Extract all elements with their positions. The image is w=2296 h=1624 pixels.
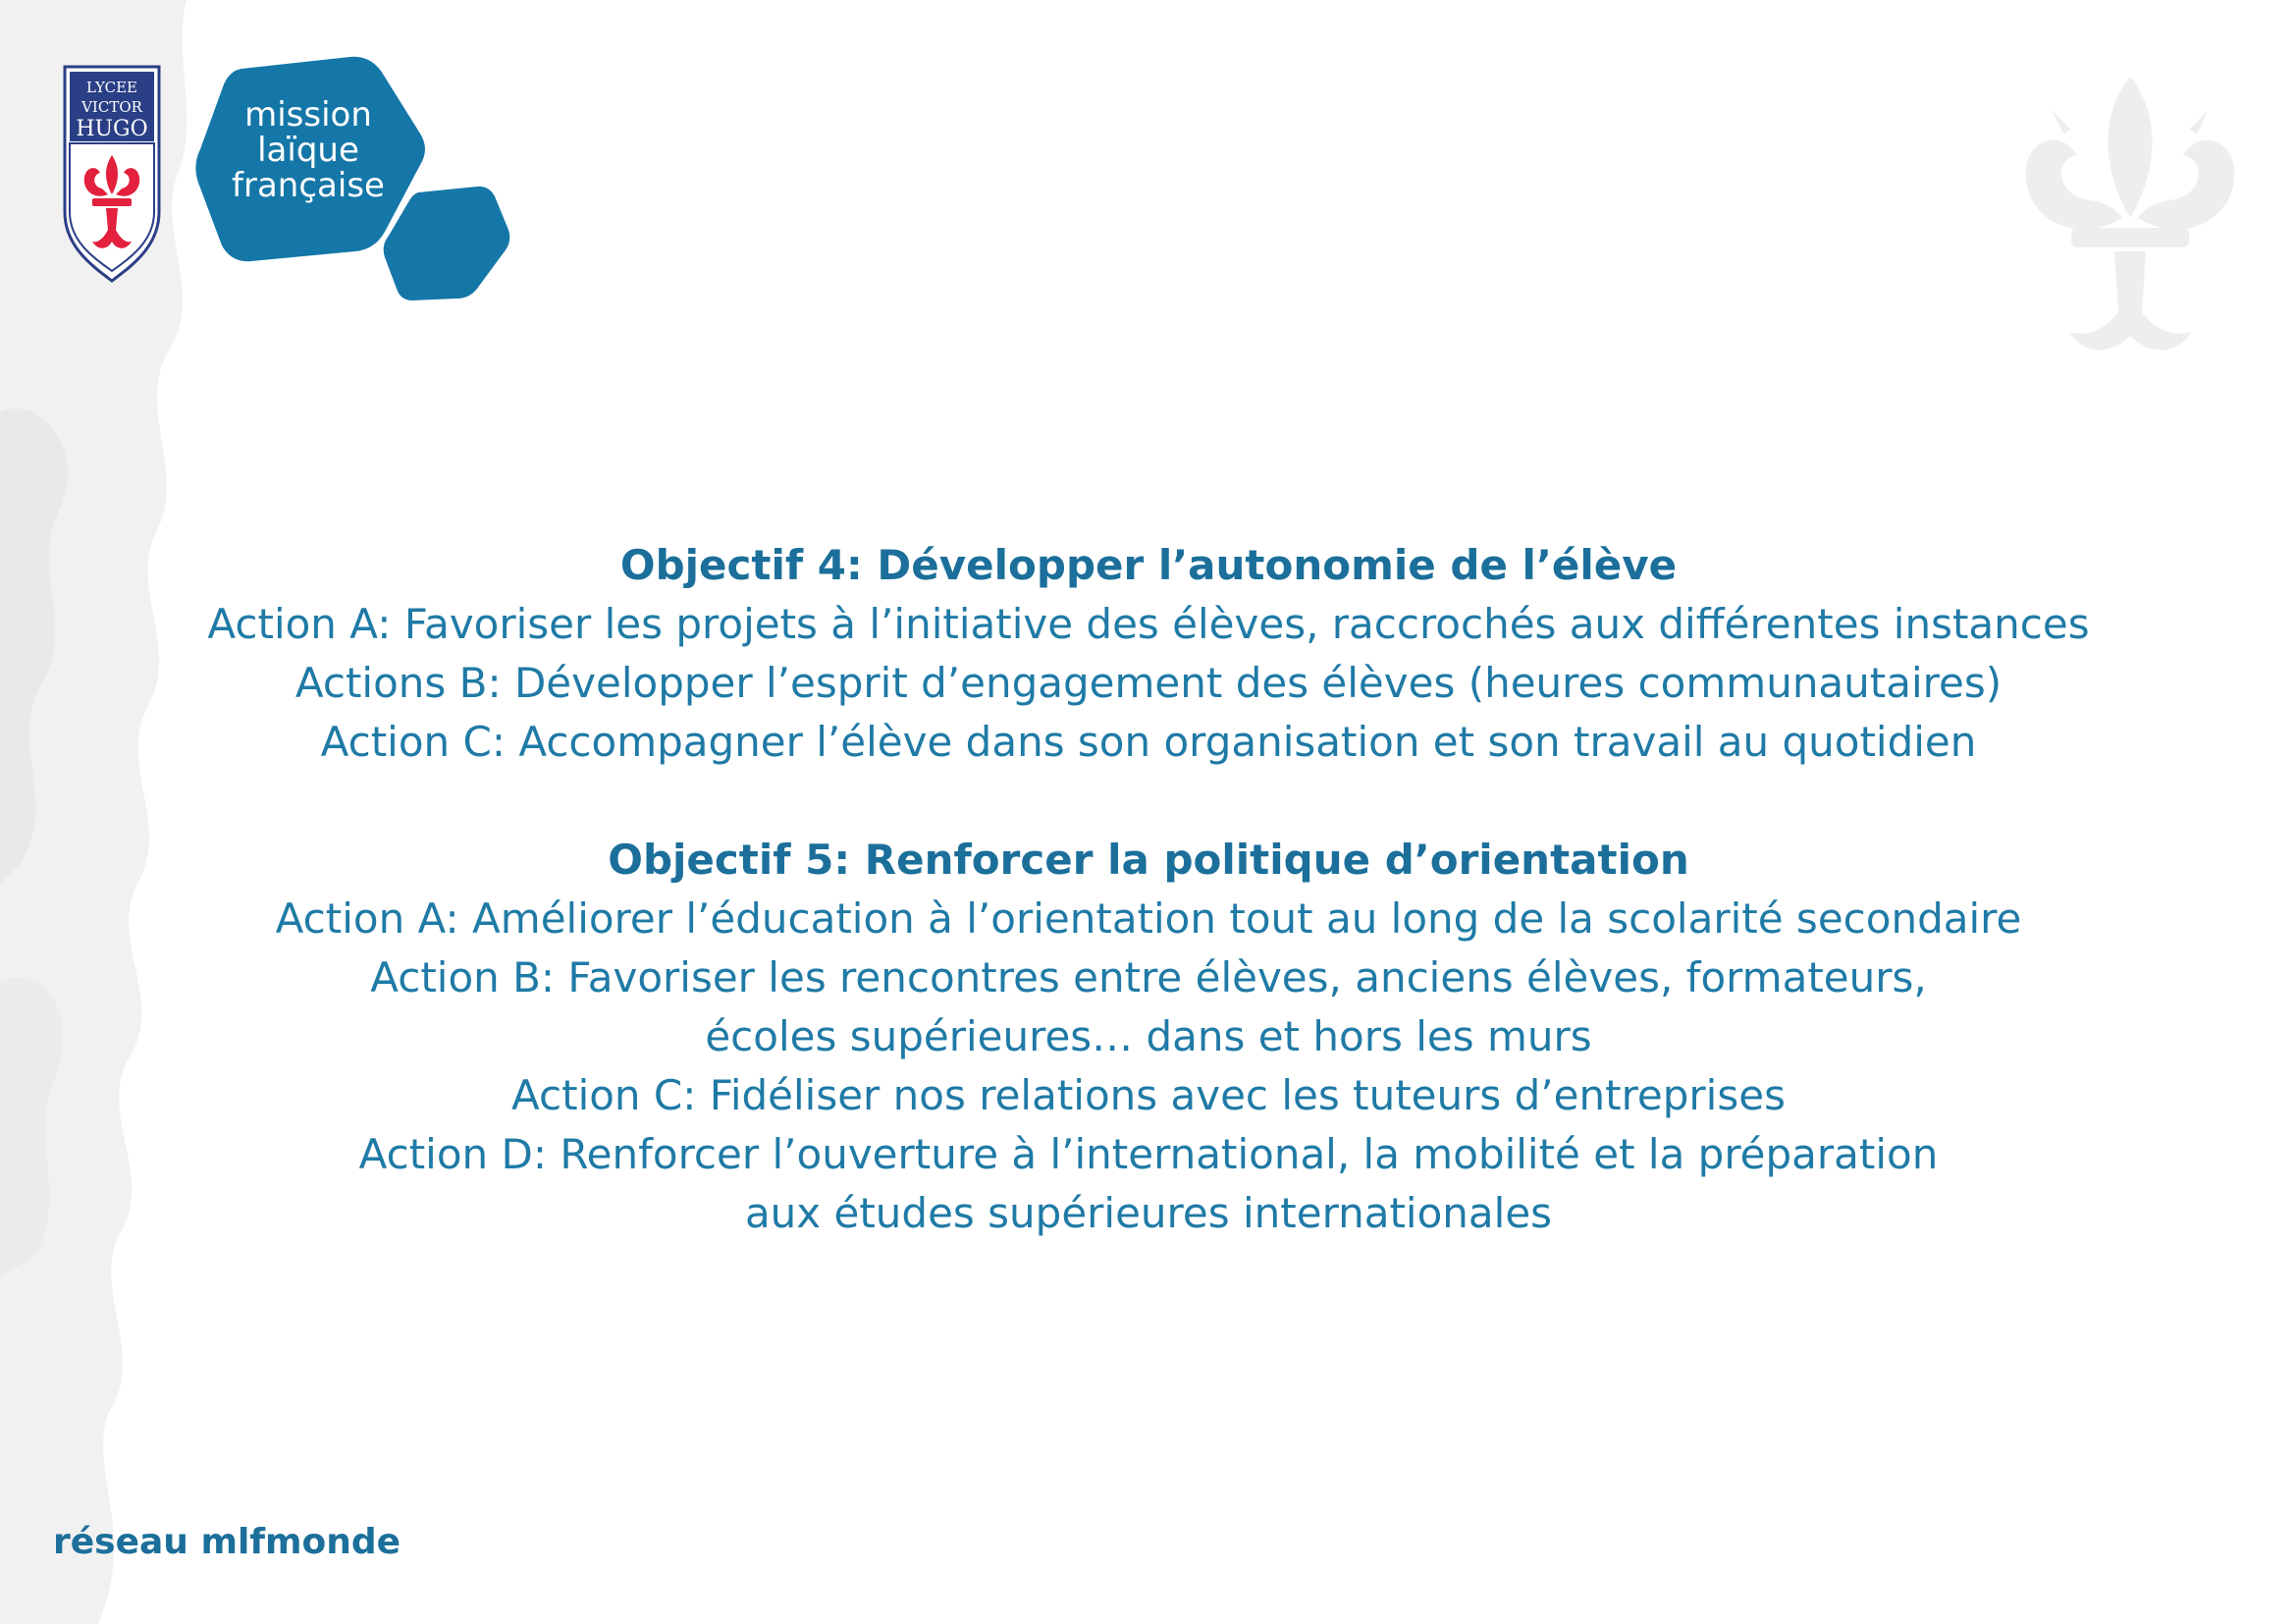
objective-5-action-d-continued: aux études supérieures internationales [744, 1189, 1553, 1237]
objective-5-action-c: Action C: Fidéliser nos relations avec les tuteurs d’entreprises [511, 1071, 1786, 1119]
objective-4-title: Objectif 4: Développer l’autonomie de l’élève [619, 541, 1678, 589]
reseau-mlfmonde-footer: réseau mlfmonde [53, 1522, 401, 1562]
objective-5-action-b-continued: écoles supérieures… dans et hors les murs [705, 1012, 1592, 1060]
svg-text:LYCEE: LYCEE [85, 79, 138, 96]
objective-4-action-a: Action A: Favoriser les projets à l’initiative des élèves, raccrochés aux différentes instances [207, 600, 2090, 648]
svg-text:HUGO: HUGO [76, 117, 148, 141]
svg-text:laïque: laïque [257, 131, 359, 170]
fleur-de-lis-watermark-icon [2012, 71, 2248, 365]
objective-5-section [98, 831, 2199, 1243]
svg-text:mission: mission [244, 95, 372, 135]
svg-text:VICTOR: VICTOR [81, 98, 142, 116]
objective-5-action-d: Action D: Renforcer l’ouverture à l’international, la mobilité et la préparation [358, 1130, 1939, 1178]
objective-5-action-a: Action A: Améliorer l’éducation à l’orientation tout au long de la scolarité secondaire [275, 894, 2022, 943]
objective-5-title: Objectif 5: Renforcer la politique d’orientation [608, 836, 1689, 884]
mission-laique-francaise-logo [192, 55, 526, 310]
objective-4-action-c: Action C: Accompagner l’élève dans son organisation et son travail au quotidien [320, 718, 1977, 766]
lycee-victor-hugo-crest-logo [63, 65, 161, 283]
objectives-content [98, 536, 2199, 1243]
svg-text:française: française [232, 166, 385, 205]
objective-5-action-b: Action B: Favoriser les rencontres entre élèves, anciens élèves, formateurs, [370, 953, 1927, 1001]
objective-4-action-b: Actions B: Développer l’esprit d’engagement des élèves (heures communautaires) [294, 659, 2002, 707]
objective-4-section [98, 536, 2199, 772]
